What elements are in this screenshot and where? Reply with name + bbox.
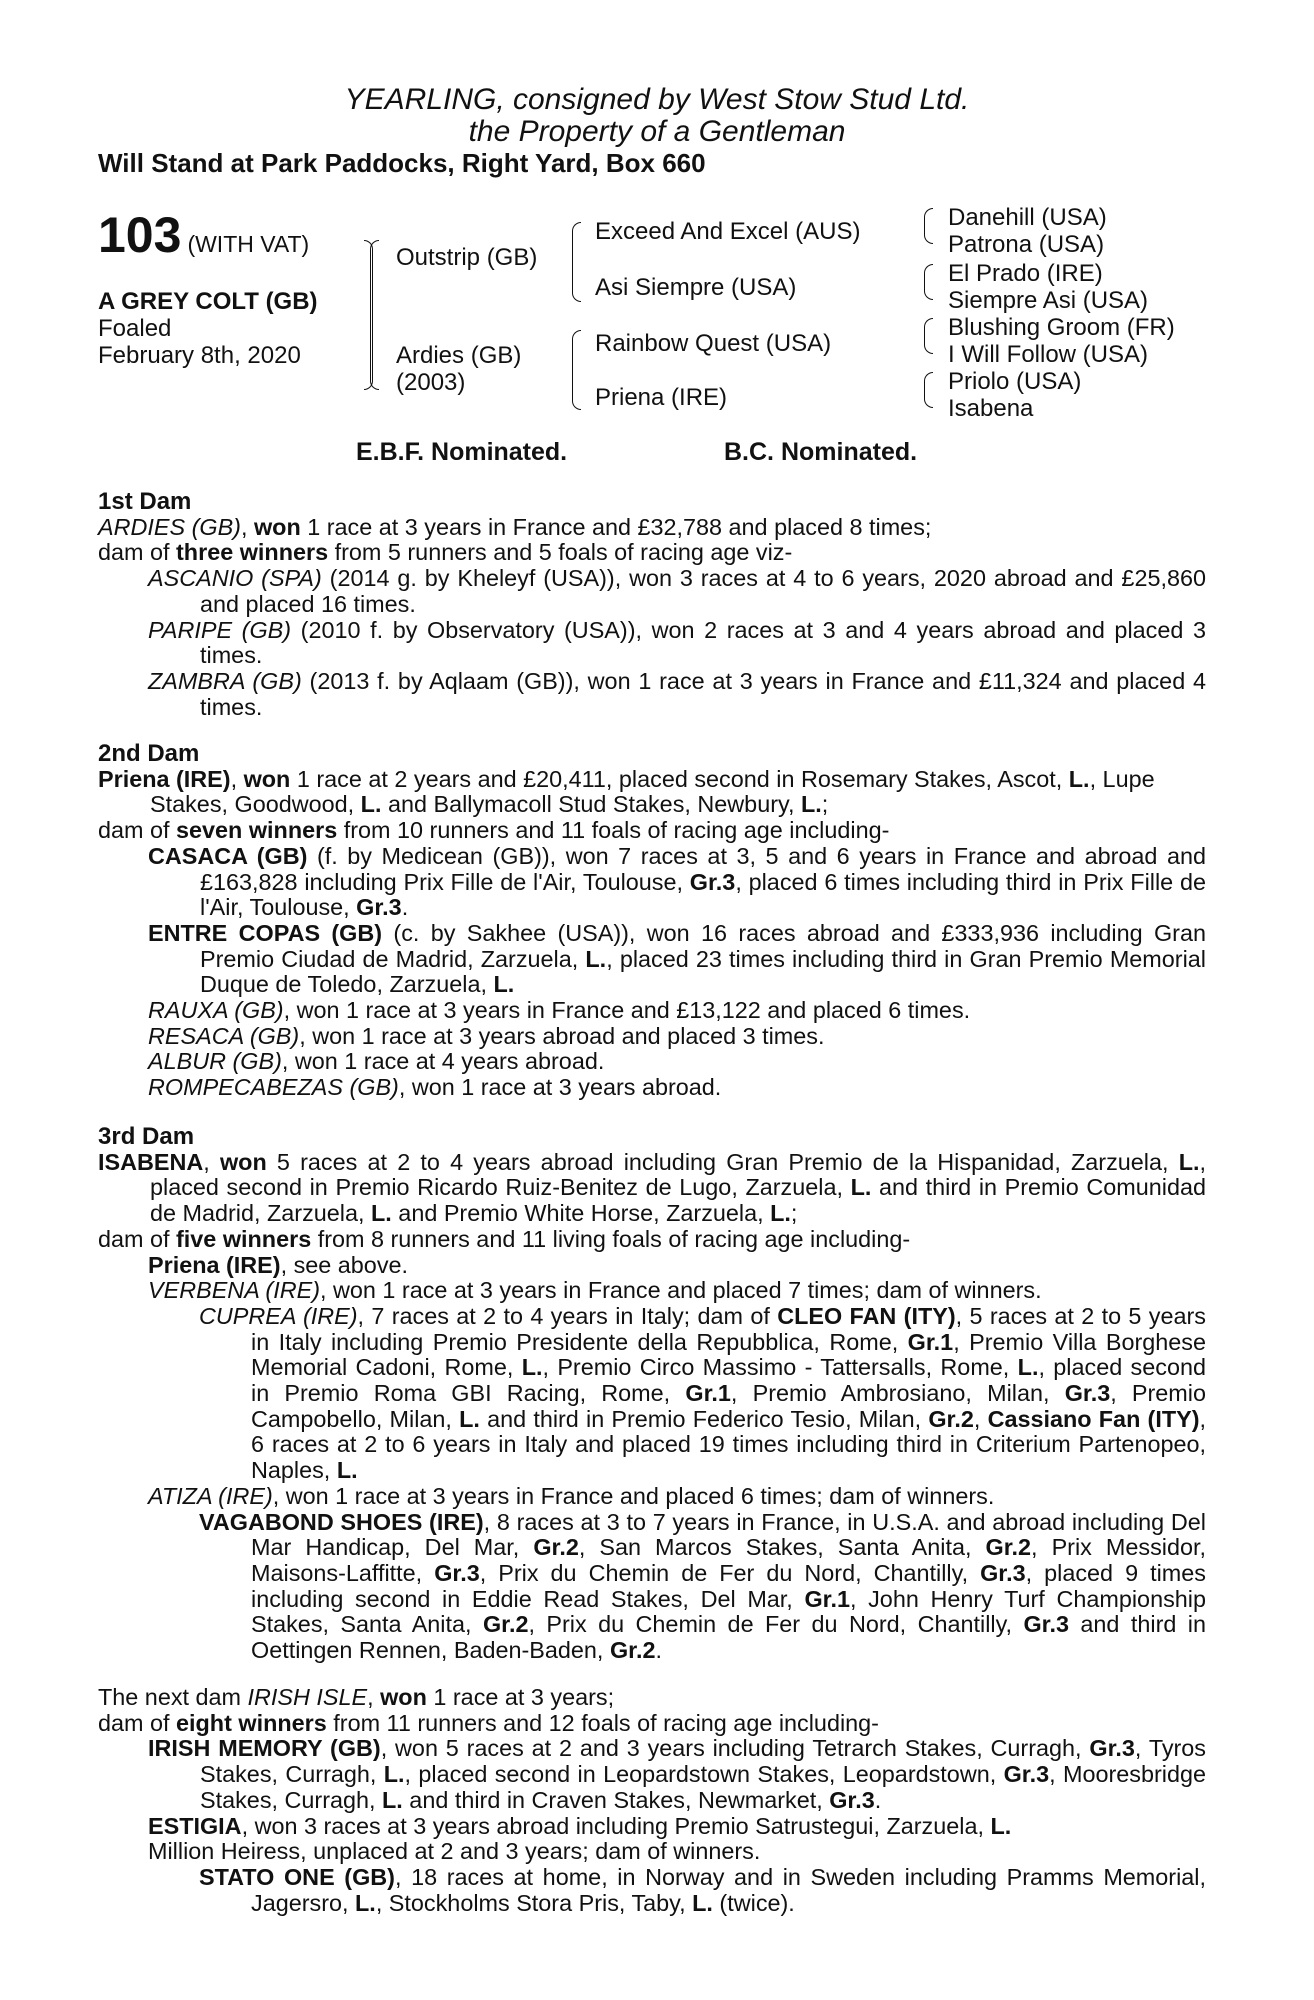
- first-dam-foal-zambra: ZAMBRA (GB) (2013 f. by Aqlaam (GB)), won 1 race at 3 years in France and £11,324 and placed 4 times.: [148, 667, 1206, 720]
- gg-6: I Will Follow (USA): [948, 341, 1149, 368]
- grandfoal-vagabond-shoes: VAGABOND SHOES (IRE), 8 races at 3 to 7 years in France, in U.S.A. and abroad including Del Mar Handicap, Del Mar, Gr.2, San Marcos Stakes, Santa Anita, Gr.2, Prix Messidor, Maisons-Laffitte, Gr.3, Prix du Chemin de Fer du Nord, Chantilly, Gr.3, placed 9 times including second in Eddie Read Stakes, Del Mar, Gr.1, John Henry Turf Championship Stakes, Santa Anita, Gr.2, Prix du Chemin de Fer du Nord, Chantilly, Gr.3 and third in Oettingen Rennen, Baden-Baden, Gr.2.: [199, 1508, 1207, 1664]
- first-dam-foal-ascanio: ASCANIO (SPA) (2014 g. by Kheleyf (USA)), won 3 races at 4 to 6 years, 2020 abroad and £25,860 and placed 16 times.: [148, 565, 1206, 617]
- gg-5: Blushing Groom (FR): [948, 314, 1175, 341]
- next-dam-produce-summary: dam of eight winners from 11 runners and 12 foals of racing age including-: [98, 1709, 879, 1736]
- gg-3: El Prado (IRE): [948, 260, 1103, 287]
- third-dam-record: ISABENA, won 5 races at 2 to 4 years abroad including Gran Premio de la Hispanidad, Zarzuela, L., placed second in Premio Ricardo Ruiz-Benitez de Lugo, Zarzuela, L. and third in Premio Comunidad de Madrid, Zarzuela, L. and Premio White Horse, Zarzuela, L.;: [98, 1148, 1206, 1227]
- second-dam-foal-rompecabezas: ROMPECABEZAS (GB), won 1 race at 3 years abroad.: [148, 1074, 722, 1101]
- sire-sire: Exceed And Excel (AUS): [595, 218, 861, 245]
- next-dam-foal-million-heiress: Million Heiress, unplaced at 2 and 3 years; dam of winners.: [148, 1838, 761, 1865]
- stand-location: Will Stand at Park Paddocks, Right Yard, Box 660: [98, 148, 706, 178]
- dam-sire: Rainbow Quest (USA): [595, 330, 832, 357]
- gg-brace-3: [924, 318, 933, 354]
- sire-dam: Asi Siempre (USA): [595, 274, 797, 301]
- third-dam-foal-priena: Priena (IRE), see above.: [148, 1251, 409, 1278]
- second-dam-record: Priena (IRE), won 1 race at 2 years and £20,411, placed second in Rosemary Stakes, Ascot, L., Lupe Stakes, Goodwood, L. and Ballymacoll Stud Stakes, Newbury, L.;: [98, 765, 1155, 818]
- sire: Outstrip (GB): [396, 244, 538, 271]
- second-dam-foal-resaca: RESACA (GB), won 1 race at 3 years abroad and placed 3 times.: [148, 1022, 825, 1049]
- gg-8: Isabena: [948, 395, 1034, 422]
- gg-4: Siempre Asi (USA): [948, 287, 1149, 314]
- next-dam-record: The next dam IRISH ISLE, won 1 race at 3 years;: [98, 1684, 615, 1710]
- second-dam-section: [98, 741, 1206, 1101]
- grandfoal-stato-one: STATO ONE (GB), 18 races at home, in Norway and in Sweden including Pramms Memorial, Jagersro, L., Stockholms Stora Pris, Taby, L. (twice).: [199, 1863, 1206, 1916]
- next-dam-foal-estigia: ESTIGIA, won 3 races at 3 years abroad including Premio Satrustegui, Zarzuela, L.: [148, 1812, 1012, 1839]
- bc-nominated: B.C. Nominated.: [724, 438, 918, 466]
- gg-1: Danehill (USA): [948, 204, 1107, 231]
- lot-number: 103: [98, 207, 182, 263]
- ebf-nominated: E.B.F. Nominated.: [356, 438, 568, 466]
- dam-brace: [572, 330, 581, 410]
- property-line: the Property of a Gentleman: [468, 115, 846, 148]
- first-dam-produce-summary: dam of three winners from 5 runners and 5 foals of racing age viz-: [98, 539, 793, 566]
- gg-brace-4: [924, 372, 933, 408]
- second-dam-heading: 2nd Dam: [98, 740, 200, 767]
- consignor-line: YEARLING, consigned by West Stow Stud Ltd.: [344, 83, 970, 116]
- second-dam-foal-entre-copas: ENTRE COPAS (GB) (c. by Sakhee (USA)), won 16 races abroad and £333,936 including Gran Premio Ciudad de Madrid, Zarzuela, L., placed 23 times including third in Gran Premio Memorial Duque de Toledo, Zarzuela, L.: [148, 919, 1206, 998]
- colt-name: A GREY COLT (GB): [98, 288, 318, 315]
- third-dam-foal-verbena: VERBENA (IRE), won 1 race at 3 years in France and placed 7 times; dam of winners.: [148, 1277, 1042, 1304]
- first-dam-record: ARDIES (GB), won 1 race at 3 years in France and £32,788 and placed 8 times;: [98, 513, 932, 540]
- next-dam-foal-irish-memory: IRISH MEMORY (GB), won 5 races at 2 and 3 years including Tetrarch Stakes, Curragh, Gr.3, Tyros Stakes, Curragh, L., placed second in Leopardstown Stakes, Leopardstown, Gr.3, Mooresbridge Stakes, Curragh, L. and third in Craven Stakes, Newmarket, Gr.3.: [148, 1735, 1207, 1813]
- second-dam-produce-summary: dam of seven winners from 10 runners and 11 foals of racing age including-: [98, 817, 890, 844]
- first-dam-foal-paripe: PARIPE (GB) (2010 f. by Observatory (USA)), won 2 races at 3 and 4 years abroad and placed 3 times.: [148, 616, 1206, 669]
- foaled-date: February 8th, 2020: [98, 342, 301, 369]
- vat-label: (WITH VAT): [187, 231, 310, 257]
- third-dam-foal-atiza: ATIZA (IRE), won 1 race at 3 years in France and placed 6 times; dam of winners.: [148, 1482, 995, 1509]
- gg-brace-2: [924, 264, 933, 300]
- grandfoal-cuprea: CUPREA (IRE), 7 races at 2 to 4 years in Italy; dam of CLEO FAN (ITY), 5 races at 2 to 5 years in Italy including Premio Presidente della Repubblica, Rome, Gr.1, Premio Villa Borghese Memorial Cadoni, Rome, L., Premio Circo Massimo - Tattersalls, Rome, L., placed second in Premio Roma GBI Racing, Rome, Gr.1, Premio Ambrosiano, Milan, Gr.3, Premio Campobello, Milan, L. and third in Premio Federico Tesio, Milan, Gr.2, Cassiano Fan (ITY), 6 races at 2 to 6 years in Italy and placed 19 times including third in Criterium Partenopeo, Naples, L.: [199, 1302, 1207, 1484]
- dam-year: (2003): [396, 369, 466, 396]
- second-dam-foal-rauxa: RAUXA (GB), won 1 race at 3 years in France and £13,122 and placed 6 times.: [148, 997, 971, 1024]
- sire-brace: [572, 222, 581, 302]
- gg-2: Patrona (USA): [948, 231, 1105, 258]
- dam-dam: Priena (IRE): [595, 384, 728, 411]
- foaled-label: Foaled: [98, 315, 172, 342]
- dam: Ardies (GB): [396, 342, 522, 369]
- first-dam-heading: 1st Dam: [98, 488, 192, 515]
- second-dam-foal-casaca: CASACA (GB) (f. by Medicean (GB)), won 7 races at 3, 5 and 6 years in France and abroad and £163,828 including Prix Fille de l'Air, Toulouse, Gr.3, placed 6 times including third in Prix Fille de l'Air, Toulouse, Gr.3.: [148, 842, 1207, 921]
- gg-brace-1: [924, 208, 933, 244]
- gg-7: Priolo (USA): [948, 368, 1082, 395]
- first-dam-section: [98, 489, 1206, 720]
- second-dam-foal-albur: ALBUR (GB), won 1 race at 4 years abroad.: [148, 1048, 605, 1075]
- third-dam-section: [98, 1124, 1206, 1664]
- third-dam-heading: 3rd Dam: [98, 1123, 195, 1150]
- next-dam-section: [98, 1685, 1206, 1916]
- gen1-brace: [370, 240, 379, 390]
- lot-number-block: [98, 206, 309, 264]
- third-dam-produce-summary: dam of five winners from 8 runners and 11 living foals of racing age including-: [98, 1225, 911, 1252]
